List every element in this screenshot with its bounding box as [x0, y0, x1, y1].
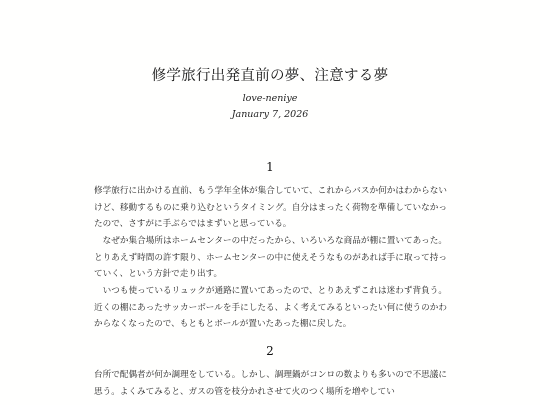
document-author: love-neniye — [242, 93, 298, 104]
paragraph: なぜか集合場所はホームセンターの中だったから、いろいろな商品が棚に置いてあった。とりあえず時間の許す限り、ホームセンターの中に使えそうなものがあれば手に取って持っていく、という方針で走り出す。 — [94, 236, 447, 280]
document-title: 修学旅行出発直前の夢、注意する夢 — [151, 68, 389, 84]
paragraph: 台所で配偶者が何か調理をしている。しかし、調理鍋がコンロの数よりも多いので不思議に思う。よくみてみると、ガスの管を枝分かれさせて火のつく場所を増やしてい — [94, 370, 447, 397]
document-date: January 7, 2026 — [231, 109, 309, 120]
paragraph: いつも使っているリュックが通路に置いてあったので、とりあえずこれは迷わず背負う。近くの棚にあったサッカーボールを手にしたる、よく考えてみるといったい何に使うのかわからなくなったので、もともとボールが置いたあった棚に戻した。 — [94, 286, 447, 330]
section-heading-2: 2 — [266, 344, 274, 358]
paragraph: 修学旅行に出かける直前、もう学年全体が集合していて、これからバスか何かはわからないけど、移動するものに乗り込むというタイミング。自分はまったく荷物を準備していなかったので、さすがに手ぶらではまずいと思っている。 — [94, 186, 447, 230]
section-heading-1: 1 — [266, 160, 274, 174]
